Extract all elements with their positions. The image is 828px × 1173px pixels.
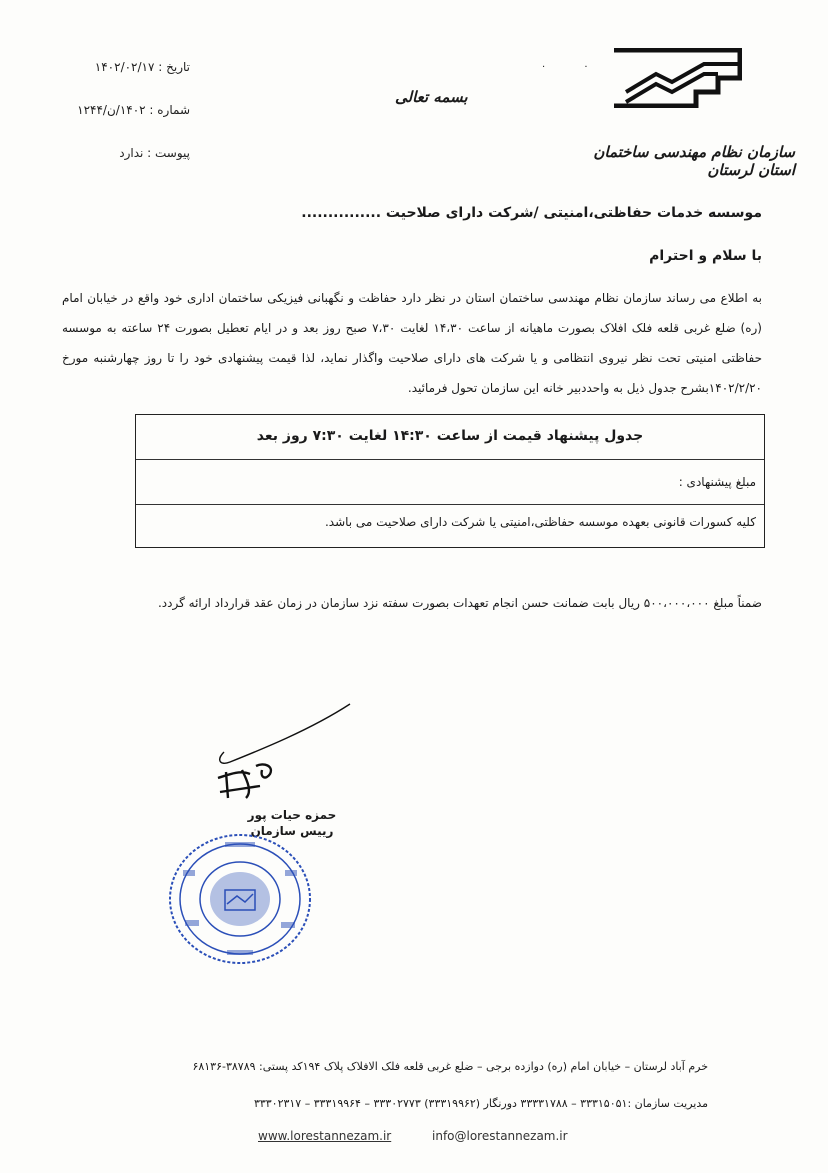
footer-email-link[interactable]: info@lorestannezam.ir [432,1129,568,1143]
footer-phones: مدیریت سازمان :۳۳۳۱۵۰۵۱ – ۳۳۳۳۱۷۸۸ دورنگار (۳۳۳۱۹۹۶۲) ۳۳۳۰۲۷۷۳ – ۳۳۳۱۹۹۶۴ – ۳۳۳۰۲۳۱۷ [253,1097,708,1110]
letter-date: تاریخ : ۱۴۰۲/۰۲/۱۷ [94,60,190,74]
recipient-line: موسسه خدمات حفاظتی،امنیتی /شرکت دارای صلاحیت ............... [301,205,762,221]
letter-attachment: پیوست : ندارد [119,146,190,160]
handwritten-signature [190,700,360,810]
footer-address: خرم آباد لرستان – خیابان امام (ره) دوازده برجی – ضلع غربی قلعه فلک الافلاک پلاک ۱۹۴کد پستی: ۳۸۷۸۹-۶۸۱۳۶ [192,1060,708,1073]
letter-body: به اطلاع می رساند سازمان نظام مهندسی ساختمان استان در نظر دارد حفاظت و نگهبانی فیزیکی ساختمان اداری خود واقع در خیابان امام (ره) ضلع غربی قلعه فلک افلاک بصورت ماهیانه از ساعت ۱۴،۳۰ لغایت ۷،۳۰ صبح روز بعد و در ایام تعطیل بصورت ۲۴ ساعته به موسسه حفاظتی امنیتی تحت نظر نیروی انتظامی و یا شرکت های دارای صلاحیت واگذار نماید، لذا قیمت پیشنهادی خود را تا روز چهارشنبه مورخ ۱۴۰۲/۲/۲۰بشرح جدول ذیل به واحددبیر خانه این سازمان تحول فرمائید. [62,291,762,395]
bid-amount-field: مبلغ پیشنهادی : [136,460,764,505]
scan-specks: · · [542,62,606,73]
basmala-heading: بسمه تعالی [395,88,468,106]
greeting: با سلام و احترام [649,248,762,264]
organization-logo-icon [612,48,742,108]
organization-name: سازمان نظام مهندسی ساختمان استان لرستان [593,143,795,179]
letter-number: شماره : ۱۴۰۲/ن/۱۲۴۴ [77,103,190,117]
guarantee-paragraph: ضمناً مبلغ ۵۰۰،۰۰۰،۰۰۰ ریال بابت ضمانت حسن انجام تعهدات بصورت سفته نزد سازمان در زمان عقد قرارداد ارائه گردد. [157,596,762,610]
bid-table-note: کلیه کسورات قانونی بعهده موسسه حفاظتی،امنیتی یا شرکت دارای صلاحیت می باشد. [324,515,756,529]
bid-table [135,414,765,548]
signer-title: رییس سازمان [250,824,334,838]
bid-table-title: جدول پیشنهاد قیمت از ساعت ۱۴:۳۰ لغایت ۷:۳۰ روز بعد [136,415,764,460]
footer-website-link[interactable]: www.lorestannezam.ir [258,1129,392,1143]
organization-seal-icon [165,830,315,968]
signer-name: حمزه حیات پور [247,808,337,822]
